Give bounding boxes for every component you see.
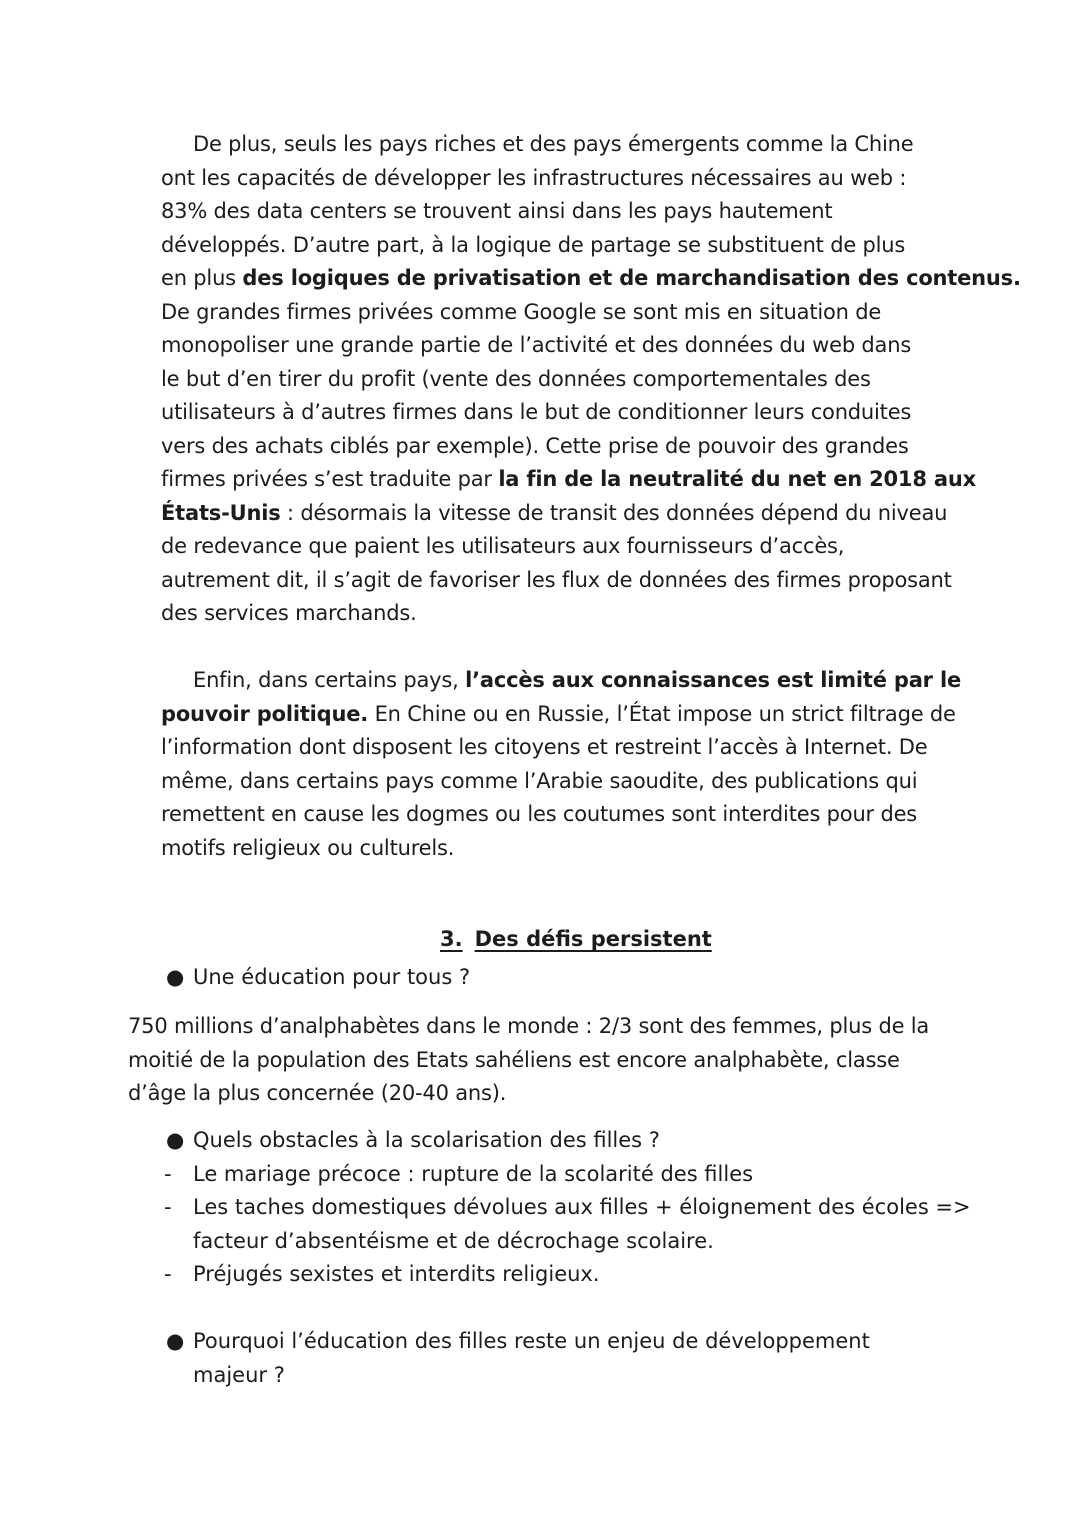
bold-text: pouvoir politique. bbox=[161, 701, 369, 726]
text-line: moitié de la population des Etats sahéliens est encore analphabète, classe bbox=[128, 1047, 900, 1072]
bullet-text: Une éducation pour tous ? bbox=[193, 965, 471, 989]
text-line: des services marchands. bbox=[161, 601, 417, 625]
text-line: même, dans certains pays comme l’Arabie saoudite, des publications qui bbox=[161, 768, 918, 793]
text-line: 750 millions d’analphabètes dans le monde : 2/3 sont des femmes, plus de la bbox=[128, 1014, 930, 1038]
section-number: 3. bbox=[440, 927, 463, 951]
section-heading bbox=[440, 927, 712, 951]
text-run: Enfin, dans certains pays, bbox=[193, 668, 466, 692]
bold-text: la fin de la neutralité du net en 2018 aux bbox=[498, 467, 976, 491]
dash-text: Le mariage précoce : rupture de la scolarité des filles bbox=[193, 1162, 754, 1186]
dash-icon: - bbox=[164, 1195, 172, 1219]
text-line: l’information dont disposent les citoyens et restreint l’accès à Internet. De bbox=[161, 735, 928, 759]
text-line bbox=[161, 497, 1021, 531]
dash-text: Préjugés sexistes et interdits religieux. bbox=[193, 1262, 600, 1286]
bold-text: des logiques de privatisation et de marchandisation des contenus bbox=[242, 266, 1013, 290]
bullet-pourquoi-question bbox=[166, 1325, 870, 1392]
text-run: En Chine ou en Russie, l’État impose un strict filtrage de bbox=[368, 701, 956, 726]
bullet-text: majeur ? bbox=[193, 1362, 285, 1387]
text-run: en plus bbox=[161, 266, 243, 290]
dash-text: Les taches domestiques dévolues aux filles + éloignement des écoles => bbox=[193, 1195, 971, 1219]
text-line: ont les capacités de développer les infrastructures nécessaires au web : bbox=[161, 165, 907, 190]
bold-text: . bbox=[1012, 266, 1021, 290]
dash-item-prejudices bbox=[164, 1258, 600, 1292]
text-line bbox=[161, 463, 1021, 497]
dash-item-domestic-tasks bbox=[164, 1191, 971, 1258]
dash-text: facteur d’absentéisme et de décrochage scolaire. bbox=[193, 1228, 714, 1253]
bullet-icon: ● bbox=[166, 965, 185, 989]
bold-text: États-Unis bbox=[161, 500, 281, 525]
bullet-icon: ● bbox=[166, 1329, 185, 1353]
text-line bbox=[161, 698, 961, 732]
bullet-text: Pourquoi l’éducation des filles reste un enjeu de développement bbox=[193, 1329, 870, 1353]
paragraph-web-privatisation bbox=[161, 128, 1021, 631]
text-line: développés. D’autre part, à la logique de partage se substituent de plus bbox=[161, 232, 906, 257]
section-title-text: Des défis persistent bbox=[474, 927, 712, 951]
text-line: de redevance que paient les utilisateurs aux fournisseurs d’accès, bbox=[161, 534, 845, 558]
text-line bbox=[161, 262, 1021, 296]
paragraph-illiteracy bbox=[128, 1010, 929, 1111]
text-line: vers des achats ciblés par exemple). Cette prise de pouvoir des grandes bbox=[161, 433, 909, 458]
bullet-obstacles-question bbox=[166, 1124, 660, 1158]
text-line: utilisateurs à d’autres firmes dans le but de conditionner leurs conduites bbox=[161, 400, 912, 424]
text-line bbox=[161, 664, 961, 698]
paragraph-political-censorship bbox=[161, 664, 961, 865]
text-line: motifs religieux ou culturels. bbox=[161, 835, 455, 860]
text-line: monopoliser une grande partie de l’activité et des données du web dans bbox=[161, 333, 912, 357]
dash-item-early-marriage bbox=[164, 1158, 754, 1192]
text-line: d’âge la plus concernée (20-40 ans). bbox=[128, 1081, 507, 1105]
bullet-icon: ● bbox=[166, 1128, 185, 1152]
text-line: autrement dit, il s’agit de favoriser les flux de données des firmes proposant bbox=[161, 567, 952, 592]
text-run: firmes privées s’est traduite par bbox=[161, 467, 499, 491]
bullet-text: Quels obstacles à la scolarisation des filles ? bbox=[193, 1128, 660, 1152]
text-line: remettent en cause les dogmes ou les coutumes sont interdites pour des bbox=[161, 802, 918, 826]
text-run: : désormais la vitesse de transit des données dépend du niveau bbox=[280, 500, 948, 525]
text-line: De grandes firmes privées comme Google se sont mis en situation de bbox=[161, 299, 882, 324]
text-line: De plus, seuls les pays riches et des pays émergents comme la Chine bbox=[193, 132, 914, 156]
text-line: le but d’en tirer du profit (vente des données comportementales des bbox=[161, 366, 871, 391]
text-line: 83% des data centers se trouvent ainsi dans les pays hautement bbox=[161, 199, 833, 223]
bold-text: l’accès aux connaissances est limité par le bbox=[465, 668, 961, 692]
bullet-education-question bbox=[166, 961, 471, 995]
dash-icon: - bbox=[164, 1262, 172, 1286]
dash-icon: - bbox=[164, 1162, 172, 1186]
